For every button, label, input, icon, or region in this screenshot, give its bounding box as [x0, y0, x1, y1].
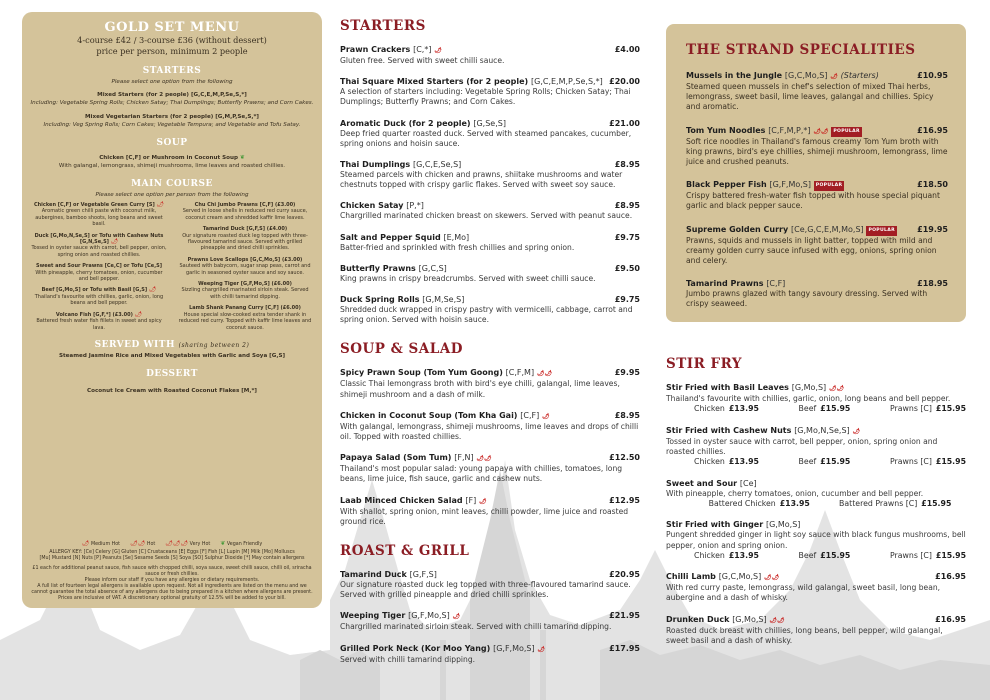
dish-name: Prawn Crackers [C,*] 🌶 — [340, 45, 442, 54]
dish-price: £9.75 — [614, 232, 640, 242]
dish-name: Aromatic Duck (for 2 people) [G,Se,S] — [340, 118, 506, 128]
dish-name: Stir Fried with Ginger [G,Mo,S] — [666, 520, 801, 530]
menu-item — [340, 233, 640, 253]
gold-set-menu-price-line: 4-course £42 / 3-course £36 (without dessert) — [77, 35, 267, 45]
dish-price: £9.75 — [614, 295, 640, 305]
vegan-leaf-icon: ❦ — [220, 540, 226, 547]
gold-set-menu-panel — [22, 12, 322, 608]
chilli-icon: 🌶 — [148, 286, 157, 294]
gold-main-option — [176, 202, 314, 221]
chilli-icon: 🌶 — [110, 238, 119, 246]
dish-description: With red curry paste, lemongrass, wild galangal, sweet basil, long bean, aubergine and a dash of whisky. — [666, 583, 941, 603]
gold-main-desc: Served in loose shells in reduced red curry sauce, coconut cream and shredded kaffir lime leaves. — [182, 208, 308, 221]
menu-item — [340, 496, 640, 527]
gold-main-desc: Sauteed with babycorn, sugar snap peas, carrot and garlic in seasoned oyster sauce and soy sauce. — [179, 263, 311, 276]
dish-name: Weeping Tiger [G,F,Mo,S] 🌶 — [340, 611, 461, 621]
menu-item — [340, 368, 640, 399]
chilli-icon: 🌶 — [134, 310, 143, 318]
menu-item — [666, 615, 966, 646]
menu-item — [686, 225, 948, 267]
gold-main-option — [30, 312, 168, 331]
legend-very-hot: 🌶🌶🌶 Very Hot — [165, 540, 211, 547]
dish-name: Supreme Golden Curry [Ce,G,C,E,M,Mo,S] POPULAR — [686, 224, 895, 234]
gold-served-with-note: (sharing between 2) — [178, 341, 250, 349]
dish-name: Papaya Salad (Som Tum) [F,N] 🌶🌶 — [340, 453, 492, 463]
dish-name: Stir Fried with Cashew Nuts [G,Mo,N,Se,S] 🌶 — [666, 425, 861, 435]
gold-main-name: Tamarind Duck [G,F,S] (£4.00) — [202, 226, 288, 233]
gold-main-left-column — [30, 202, 168, 336]
menu-item — [340, 644, 640, 665]
dish-description: With shallot, spring onion, mint leaves, chilli powder, lime juice and roasted ground rice. — [340, 506, 629, 526]
dish-name: Tamarind Duck [G,F,S] — [340, 570, 437, 580]
gold-dessert-heading: DESSERT — [146, 368, 198, 379]
dish-description: Steamed parcels with chicken and prawns, shiitake mushrooms and water chestnuts topped with crispy garlic flakes. Served with sweet soy sauce. — [340, 170, 623, 190]
price-option: Chicken £13.95 — [694, 550, 759, 560]
dish-description: Gluten free. Served with sweet chilli sauce. — [340, 56, 505, 65]
gold-main-right-column — [176, 202, 314, 336]
dish-description: Crispy battered fresh-water fish topped with house special piquant garlic and black pepper sauce. — [686, 191, 940, 211]
price-options-row — [666, 457, 966, 468]
dish-name: Chilli Lamb [G,C,Mo,S] 🌶🌶 — [666, 572, 780, 582]
gold-soup-name: Chicken [C,F] or Mushroom in Coconut Soup — [99, 155, 238, 161]
vegan-leaf-icon: ❦ — [239, 154, 245, 161]
gold-main-name: Sweet and Sour Prawns [Ce,C] or Tofu [Ce,S] — [36, 263, 162, 270]
dish-name: Thai Dumplings [G,C,E,Se,S] — [340, 160, 462, 170]
starters-heading: STARTERS — [340, 18, 426, 34]
menu-item — [340, 453, 640, 484]
dish-description: Served with chilli tamarind dipping. — [340, 654, 476, 664]
roast-grill-heading: ROAST & GRILL — [340, 543, 470, 560]
gold-main-option — [30, 202, 168, 228]
gold-main-name: Lamb Shank Panang Curry [C,F] (£6.00) — [189, 305, 301, 312]
menu-item — [340, 201, 640, 221]
dish-price: £16.95 — [935, 572, 966, 582]
gold-served-with-line — [22, 352, 322, 360]
gold-main-option — [30, 287, 168, 306]
middle-column — [340, 18, 640, 676]
gold-main-name: Chicken [C,F] or Vegetable Green Curry [S] — [33, 202, 155, 208]
dish-name: Salt and Pepper Squid [E,Mo] — [340, 232, 470, 242]
price-option: Chicken £13.95 — [694, 404, 759, 414]
allergy-key-line: [Mu] Mustard [N] Nuts [P] Peanuts [Se] Sesame Seeds [S] Soya [SO] Sulphur Dioxide [*] May contain allergens — [39, 556, 305, 561]
dish-price: £18.95 — [917, 279, 948, 289]
dish-price: £17.95 — [609, 643, 640, 653]
allergy-key-line: ALLERGY KEY: [Ce] Celery [G] Gluten [C] Crustaceans [E] Eggs [F] Fish [L] Lupin [M] Milk [Mo] Molluscs — [49, 550, 295, 555]
dish-name: Chicken Satay [P,*] — [340, 201, 424, 211]
gold-main-desc: Tossed in oyster sauce with carrot, bell pepper, onion, spring onion and roasted chillies. — [31, 245, 167, 258]
dish-description: Roasted duck breast with chillies, long beans, bell pepper, wild galangal, sweet basil and a dash of whisky. — [666, 625, 943, 645]
menu-item — [666, 479, 966, 510]
gold-set-menu-minimum-line: price per person, minimum 2 people — [96, 46, 248, 56]
gold-main-desc: With pineapple, cherry tomatoes, onion, cucumber and bell pepper. — [35, 269, 163, 283]
chilli-icon: 🌶 — [434, 47, 442, 54]
stir-fry-heading: STIR FRY — [666, 356, 743, 372]
chilli-icon: 🌶 — [542, 412, 550, 420]
gold-served-with-heading — [22, 340, 322, 350]
gold-main-option — [30, 233, 168, 259]
price-option: Beef £15.95 — [798, 457, 851, 467]
dish-price: £20.95 — [609, 570, 640, 580]
dish-description: Shredded duck wrapped in crispy pastry with vermicelli, cabbage, carrot and spring onion. Served with hoisin sauce. — [340, 305, 633, 325]
menu-item — [340, 295, 640, 325]
dish-price: £21.95 — [609, 611, 640, 621]
dish-description: Our signature roasted duck leg topped with three-flavoured tamarind sauce. Served with grilled pineapple and dried chilli sprinkles. — [340, 580, 631, 600]
legend-hot: 🌶🌶 Hot — [130, 540, 156, 547]
dish-price: £16.95 — [917, 125, 948, 135]
spice-legend — [30, 541, 314, 548]
gold-main-course-columns — [22, 202, 322, 336]
dish-description: Deep fried quarter roasted duck. Served with steamed pancakes, cucumber, spring onions and hoisin sauce. — [340, 128, 632, 148]
gold-main-desc: Sizzling chargrilled marinated sirloin steak. Served with chilli tamarind dipping. — [181, 287, 309, 300]
chilli-icon: 🌶 — [81, 540, 90, 547]
menu-item — [686, 279, 948, 309]
menu-item — [340, 264, 640, 284]
dish-description: A selection of starters including: Vegetable Spring Rolls; Chicken Satay; Thai Dumplings; Butterfly Prawns; and Corn Cakes. — [340, 87, 631, 107]
footnote: Prices are inclusive of VAT. A discretionary optional gratuity of 12.5% will be added to your bill. — [58, 596, 286, 601]
gold-main-course-heading: MAIN COURSE — [131, 179, 213, 189]
gold-main-name: Weeping Tiger [G,F,Mo,S] (£6.00) — [198, 281, 292, 288]
chilli-icon: 🌶🌶 — [476, 455, 492, 463]
popular-badge: POPULAR — [866, 226, 897, 236]
chilli-icon: 🌶 — [479, 497, 487, 505]
chilli-icon: 🌶🌶 — [769, 616, 785, 624]
gold-served-with-text: Steamed Jasmine Rice and Mixed Vegetables with Garlic and Soya [G,S] — [58, 352, 286, 359]
gold-main-name: Volcano Fish [G,F,*] (£3.00) — [55, 311, 133, 318]
dish-description: Jumbo prawns glazed with tangy savoury dressing. Served with crispy seaweed. — [686, 289, 928, 309]
menu-item — [666, 520, 966, 561]
gold-panel-footer — [22, 541, 322, 602]
gold-dessert-text: Coconut Ice Cream with Roasted Coconut Flakes [M,*] — [87, 387, 257, 394]
price-option: Prawns [C] £15.95 — [889, 457, 966, 467]
footnote: £1 each for additional peanut sauce, fish sauce with chopped chilli, soya sauce, sweet chilli sauce, chilli oil, sriracha sauce or fresh chillies. — [32, 566, 312, 577]
dish-description: Classic Thai lemongrass broth with bird's eye chilli, galangal, lime leaves, shimeji mushroom and a dash of milk. — [340, 379, 620, 399]
dish-price: £8.95 — [614, 410, 640, 420]
menu-item — [340, 77, 640, 107]
dish-description: Soft rice noodles in Thailand's famous creamy Tom Yum broth with king prawns, bird's eye chillies, shimeji mushroom, lemongrass, lime juice and crushed peanuts. — [686, 136, 948, 167]
price-option: Prawns [C] £15.95 — [889, 550, 966, 560]
chilli-icon: 🌶🌶 — [536, 370, 553, 378]
dish-description: Thailand's most popular salad: young papaya with chillies, tomatoes, long beans, lime juice, fish sauce, garlic and cashew nuts. — [340, 464, 623, 484]
soup-salad-heading: SOUP & SALAD — [340, 341, 463, 358]
menu-item — [340, 411, 640, 442]
price-options-row — [666, 499, 966, 510]
dish-name: Tom Yum Noodles [C,F,M,P,*] 🌶🌶 POPULAR — [686, 125, 860, 135]
gold-dessert-line — [22, 387, 322, 395]
menu-item — [340, 119, 640, 149]
gold-set-menu-title: GOLD SET MENU — [104, 20, 240, 35]
dish-price: £8.95 — [614, 201, 640, 211]
gold-main-desc: Our signature roasted duck leg topped with three-flavoured tamarind sauce. Served with grilled pineapple and dried chilli sprinkles. — [182, 232, 308, 252]
chilli-icon: 🌶🌶 — [828, 385, 845, 392]
dish-price: £21.00 — [609, 118, 640, 128]
gold-starter-name: Mixed Starters (for 2 people) [G,C,E,M,P,Se,S,*] — [97, 92, 247, 98]
dish-price: £10.95 — [917, 71, 948, 80]
dish-name: Chicken in Coconut Soup (Tom Kha Gai) [C,F] 🌶 — [340, 410, 550, 420]
price-option: Beef £15.95 — [798, 404, 851, 414]
gold-main-name: Beef [G,Mo,S] or Tofu with Basil [G,S] — [41, 287, 148, 294]
strand-specialities-panel — [666, 24, 966, 322]
dish-price: £12.95 — [609, 495, 640, 505]
gold-main-name: Duck [G,Mo,N,Se,S] or Tofu with Cashew Nuts [G,N,Se,S] — [34, 232, 164, 246]
gold-main-option — [176, 281, 314, 300]
chilli-icon: 🌶 — [852, 427, 861, 435]
dish-name: Mussels in the Jungle [G,C,Mo,S] 🌶 (Starters) — [686, 71, 879, 80]
dish-description: King prawns in crispy breadcrumbs. Served with sweet chilli sauce. — [340, 273, 596, 283]
gold-starter-name: Mixed Vegetarian Starters (for 2 people) [G,M,P,Se,S,*] — [84, 114, 259, 120]
dish-name: Duck Spring Rolls [G,M,Se,S] — [340, 295, 465, 305]
gold-main-name: Chu Chi Jumbo Prawns [C,F] (£3.00) — [194, 202, 296, 208]
dish-price: £12.50 — [609, 453, 640, 463]
dish-name: Spicy Prawn Soup (Tom Yum Goong) [C,F,M] 🌶🌶 — [340, 368, 553, 378]
chilli-icon: 🌶🌶🌶 — [165, 540, 189, 547]
dish-description: With pineapple, cherry tomatoes, onion, cucumber and bell pepper. — [666, 488, 924, 498]
dish-description: Batter-fried and sprinkled with fresh chillies and spring onion. — [340, 242, 575, 252]
dish-description: Chargrilled marinated sirloin steak. Served with chilli tamarind dipping. — [340, 622, 612, 632]
gold-main-option — [30, 263, 168, 282]
price-options-row — [666, 551, 966, 562]
dish-name: Thai Square Mixed Starters (for 2 people) [G,C,E,M,P,Se,S,*] — [340, 77, 603, 87]
gold-starter-desc: Including: Veg Spring Rolls; Corn Cakes; Vegetable Tempura; and Vegetable and Tofu Satay. — [43, 122, 301, 128]
dish-price: £18.50 — [917, 180, 948, 190]
stir-fry-section — [666, 356, 966, 657]
menu-item — [666, 426, 966, 468]
gold-soup-option — [22, 154, 322, 170]
dish-name: Stir Fried with Basil Leaves [G,Mo,S] 🌶🌶 — [666, 383, 845, 392]
menu-item — [340, 45, 640, 66]
dish-description: Tossed in oyster sauce with carrot, bell pepper, onion, spring onion and roasted chillies. — [666, 436, 938, 456]
price-option: Chicken £13.95 — [694, 457, 759, 467]
price-option: Battered Prawns [C] £15.95 — [839, 498, 952, 508]
price-options-row — [666, 404, 966, 415]
chilli-icon: 🌶 — [156, 201, 165, 208]
dish-price: £4.00 — [614, 45, 640, 54]
gold-main-course-note: Please select one option per person from the following — [95, 192, 249, 198]
footnote: Please inform our staff if you have any allergies or dietary requirements. — [84, 578, 260, 583]
gold-main-name: Prawns Love Scallops [G,C,Mo,S] (£3.00) — [187, 256, 303, 263]
menu-item — [340, 160, 640, 190]
dish-price: £8.95 — [614, 160, 640, 170]
dish-name: Laab Minced Chicken Salad [F] 🌶 — [340, 495, 487, 505]
dish-description: Steamed queen mussels in chef's selection of mixed Thai herbs, lemongrass, sweet basil, lime leaves, galangal and chillies. Spicy and aromatic. — [686, 82, 934, 112]
popular-badge: POPULAR — [814, 181, 845, 191]
gold-main-option — [176, 257, 314, 276]
legend-vegan-friendly: ❦ Vegan Friendly — [220, 540, 263, 547]
gold-starter-option — [22, 91, 322, 107]
dish-price: £9.50 — [614, 263, 640, 273]
dish-name: Grilled Pork Neck (Kor Moo Yang) [G,F,Mo,S] 🌶 — [340, 643, 546, 653]
strand-specialities-heading: THE STRAND SPECIALITIES — [686, 42, 916, 58]
gold-served-with-title: SERVED WITH — [94, 339, 175, 350]
gold-main-option — [176, 226, 314, 252]
menu-item — [340, 570, 640, 600]
gold-soup-heading: SOUP — [156, 138, 188, 148]
dish-description: With galangal, lemongrass, shimeji mushrooms, lime leaves and drops of chilli oil. Topped with roasted chillies. — [340, 421, 639, 442]
menu-item — [686, 71, 948, 113]
menu-item — [340, 611, 640, 632]
dish-description: Prawns, squids and mussels in light batter, topped with mild and creamy golden curry sauce infused with egg, onions, spring onion and celery. — [686, 235, 937, 266]
dish-description: Chargrilled marinated chicken breast on skewers. Served with peanut sauce. — [340, 211, 633, 221]
dish-description: Thailand's favourite with chillies, garlic, onion, long beans and bell pepper. — [666, 394, 951, 403]
dish-price: £16.95 — [935, 614, 966, 624]
dish-name: Black Pepper Fish [G,F,Mo,S] POPULAR — [686, 180, 843, 190]
dish-description: Pungent shredded ginger in light soy sauce with black fungus mushrooms, bell pepper, onion and spring onion. — [666, 530, 966, 550]
price-option: Battered Chicken £13.95 — [708, 498, 810, 508]
dish-name: Drunken Duck [G,Mo,S] 🌶🌶 — [666, 614, 785, 624]
menu-item — [686, 126, 948, 168]
chilli-icon: 🌶 — [830, 73, 838, 80]
dish-price: £9.95 — [614, 368, 640, 378]
gold-soup-desc: With galangal, lemongrass, shimeji mushrooms, lime leaves and roasted chillies. — [58, 163, 286, 169]
gold-starter-desc: Including: Vegetable Spring Rolls; Chicken Satay; Thai Dumplings; Butterfly Prawns; and Corn Cakes. — [30, 100, 314, 106]
popular-badge: POPULAR — [831, 127, 862, 137]
gold-main-desc: Thailand's favourite with chillies, garlic, onion, long beans and bell pepper. — [34, 293, 164, 307]
chilli-icon: 🌶🌶 — [813, 127, 829, 135]
dish-name: Tamarind Prawns [C,F] — [686, 279, 786, 289]
gold-starter-option — [22, 113, 322, 129]
gold-main-desc: House special slow-cooked extra tender shank in reduced red curry. Topped with kaffir lime leaves and coconut sauce. — [178, 311, 312, 331]
footnote: A full list of fourteen legal allergens is available upon request. Not all ingredients are listed on the menu and we cannot guarantee the total absence of any allergens due to being prepared in a kitchen where allergens are present. — [31, 584, 313, 595]
gold-starters-note: Please select one option from the following — [111, 79, 233, 85]
dish-name: Butterfly Prawns [G,C,S] — [340, 263, 447, 273]
chilli-icon: 🌶🌶 — [130, 540, 146, 547]
chilli-icon: 🌶 — [537, 645, 546, 653]
menu-item — [686, 180, 948, 211]
dish-name: Sweet and Sour [Ce] — [666, 478, 757, 488]
legend-medium-hot: 🌶 Medium Hot — [81, 540, 121, 547]
menu-item — [666, 572, 966, 603]
chilli-icon: 🌶 — [452, 613, 461, 621]
price-option: Beef £15.95 — [798, 550, 851, 560]
gold-starters-heading: STARTERS — [142, 66, 202, 76]
price-option: Prawns [C] £15.95 — [889, 404, 966, 414]
menu-item — [666, 383, 966, 415]
gold-main-desc: Battered fresh water fish fillets in sweet and spicy lava. — [36, 318, 162, 331]
dish-price: £20.00 — [609, 77, 640, 87]
gold-main-option — [176, 305, 314, 331]
dish-price: £19.95 — [917, 224, 948, 234]
chilli-icon: 🌶🌶 — [764, 574, 780, 582]
gold-main-desc: Aromatic green chilli paste with coconut milk, aubergines, bamboo shoots, long beans and sweet basil. — [35, 208, 163, 228]
